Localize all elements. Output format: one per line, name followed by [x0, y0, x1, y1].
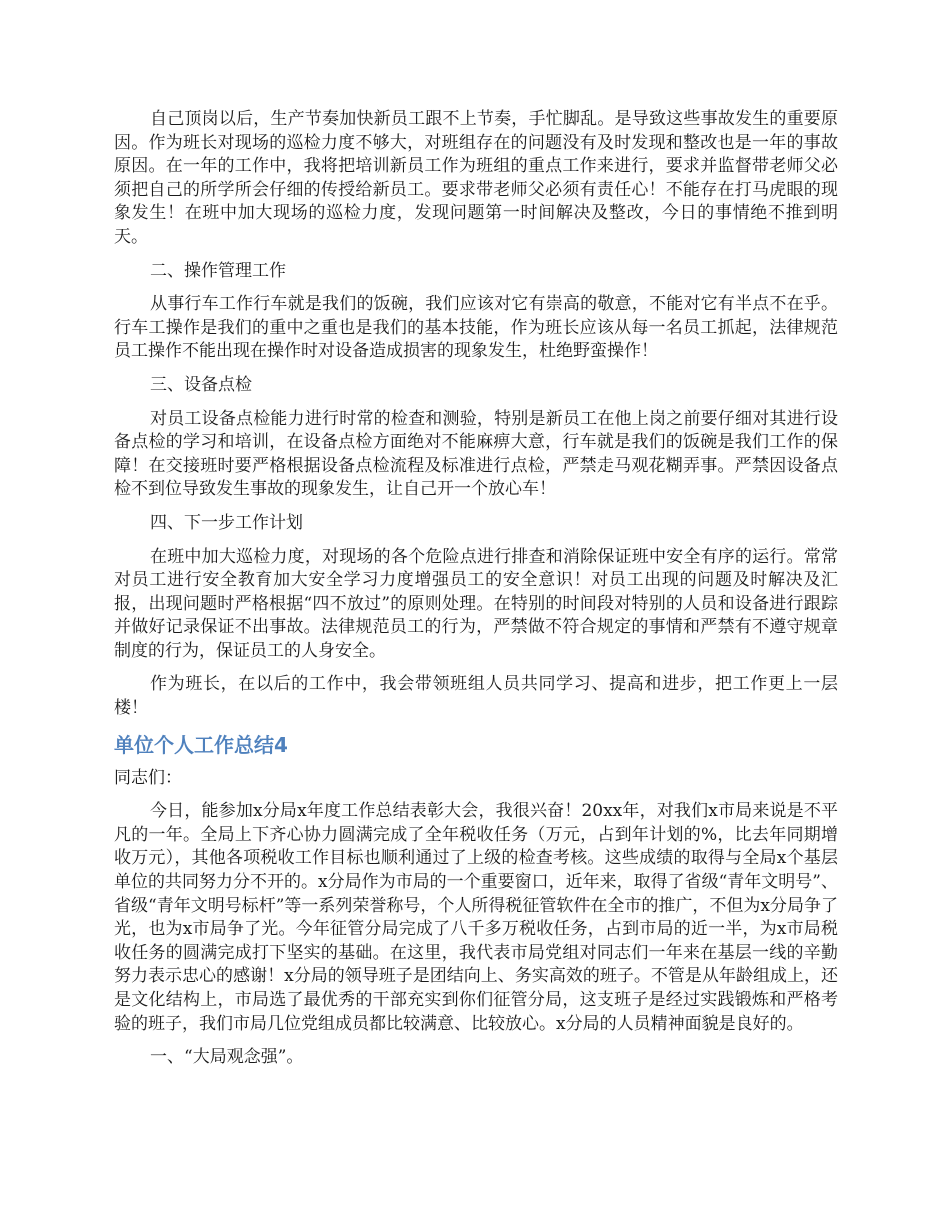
section-title: 单位个人工作总结4 [114, 732, 288, 757]
body-paragraph: 在班中加大巡检力度，对现场的各个危险点进行排查和消除保证班中安全有序的运行。常常对员工进行安全教育加大安全学习力度增强员工的安全意识！对员工出现的问题及时解决及汇报，出现问题时严格根据“四不放过”的原则处理。在特别的时间段对特别的人员和设备进行跟踪并做好记录保证不出事故。法律规范员工的行为，严禁做不符合规定的事情和严禁有不遵守规章制度的行为，保证员工的人身安全。 [114, 546, 838, 661]
body-paragraph: 作为班长，在以后的工作中，我会带领班组人员共同学习、提高和进步，把工作更上一层楼！ [114, 674, 838, 719]
subheading-equipment-inspection: 三、设备点检 [150, 374, 252, 395]
subheading-operation-management: 二、操作管理工作 [150, 260, 286, 281]
body-paragraph: 自己顶岗以后，生产节奏加快新员工跟不上节奏，手忙脚乱。是导致这些事故发生的重要原因。作为班长对现场的巡检力度不够大，对班组存在的问题没有及时发现和整改也是一年的事故原因。在一年的工作中，我将把培训新员工作为班组的重点工作来进行，要求并监督带老师父必须把自己的所学所会仔细的传授给新员工。要求带老师父必须有责任心！不能存在打马虎眼的现象发生！在班中加大现场的巡检力度，发现问题第一时间解决及整改，今日的事情绝不推到明天。 [114, 109, 838, 247]
subheading-next-work-plan: 四、下一步工作计划 [150, 512, 303, 533]
body-paragraph: 今日，能参加x分局x年度工作总结表彰大会，我很兴奋！20xx年，对我们x市局来说是不平凡的一年。全局上下齐心协力圆满完成了全年税收任务（万元，占到年计划的%，比去年同期增收万元），其他各项税收工作目标也顺利通过了上级的检查考核。这些成绩的取得与全局x个基层单位的共同努力分不开的。x分局作为市局的一个重要窗口，近年来，取得了省级“青年文明号”、省级“青年文明号标杆”等一系列荣誉称号，个人所得税征管软件在全市的推广，不但为x分局争了光，也为x市局争了光。今年征管分局完成了八千多万税收任务，占到市局的近一半，为x市局税收任务的圆满完成打下坚实的基础。在这里，我代表市局党组对同志们一年来在基层一线的辛勤努力表示忠心的感谢！x分局的领导班子是团结向上、务实高效的班子。不管是从年龄组成上，还是文化结构上，市局选了最优秀的干部充实到你们征管分局，这支班子是经过实践锻炼和严格考验的班子，我们市局几位党组成员都比较满意、比较放心。x分局的人员精神面貌是良好的。 [114, 801, 838, 1034]
document-page [114, 108, 838, 1080]
body-paragraph: 对员工设备点检能力进行时常的检查和测验，特别是新员工在他上岗之前要仔细对其进行设备点检的学习和培训，在设备点检方面绝对不能麻痹大意，行车就是我们的饭碗是我们工作的保障！在交接班时要严格根据设备点检流程及标准进行点检，严禁走马观花糊弄事。严禁因设备点检不到位导致发生事故的现象发生，让自己开一个放心车！ [114, 408, 838, 500]
salutation: 同志们： [114, 767, 182, 788]
subheading-overall-awareness: 一、“大局观念强”。 [150, 1047, 304, 1068]
body-paragraph: 从事行车工作行车就是我们的饭碗，我们应该对它有崇高的敬意，不能对它有半点不在乎。行车工操作是我们的重中之重也是我们的基本技能，作为班长应该从每一名员工抓起，法律规范员工操作不能出现在操作时对设备造成损害的现象发生，杜绝野蛮操作！ [114, 294, 838, 362]
